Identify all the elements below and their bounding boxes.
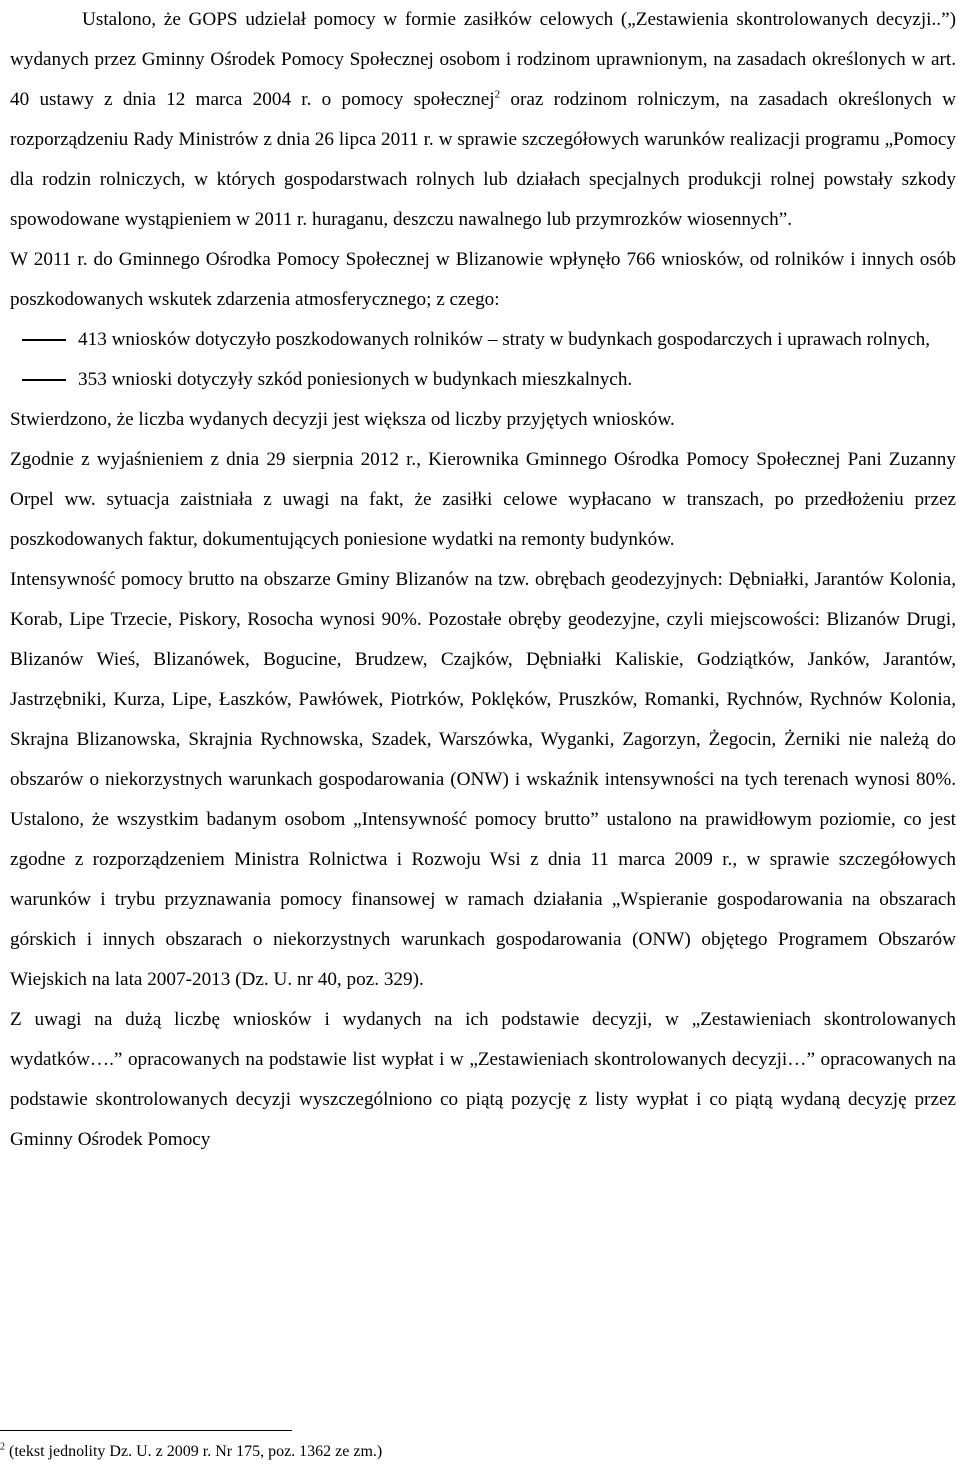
paragraph-intensywnosc: Intensywność pomocy brutto na obszarze Gminy Blizanów na tzw. obrębach geodezyjnych: Dębniałki, Jarantów Kolonia, Korab, Lipe Trzecie, Piskory, Rosocha wynosi 90%. Pozostałe obręby geodezyjne, czyli miejscowości: Blizanów Drugi, Blizanów Wieś, Blizanówek, Bogucine, Brudzew, Czajków, Dębniałki Kaliskie, Godziątków, Janków, Jarantów, Jastrzębniki, Kurza, Lipe, Łaszków, Pawłówek, Piotrków, Poklęków, Pruszków, Romanki, Rychnów, Rychnów Kolonia, Skrajna Blizanowska, Skrajnia Rychnowska, Szadek, Warszówka, Wyganki, Zagorzyn, Żegocin, Żerniki nie należą do obszarów o niekorzystnych warunkach gospodarowania (ONW) i wskaźnik intensywności na tych terenach wynosi 80%. Ustalono, że wszystkim badanym osobom „Intensywność pomocy brutto” ustalono na prawidłowym poziomie, co jest zgodne z rozporządzeniem Ministra Rolnictwa i Rozwoju Wsi z dnia 11 marca 2009 r., w sprawie szczegółowych warunków i trybu przyznawania pomocy finansowej w ramach działania „Wspieranie gospodarowania na obszarach górskich i innych obszarach o niekorzystnych warunkach gospodarowania (ONW) objętego Programem Obszarów Wiejskich na lata 2007-2013 (Dz. U. nr 40, poz. 329). [10,569,956,990]
paragraph-stwierdzono: Stwierdzono, że liczba wydanych decyzji jest większa od liczby przyjętych wniosków. [10,409,675,430]
footnote-marker: 2 [0,1441,5,1453]
footnote-text: (tekst jednolity Dz. U. z 2009 r. Nr 175, poz. 1362 ze zm.) [5,1443,383,1460]
list-item [10,360,956,400]
paragraph-wyjasnienie: Zgodnie z wyjaśnieniem z dnia 29 sierpnia 2012 r., Kierownika Gminnego Ośrodka Pomocy Społecznej Pani Zuzanny Orpel ww. sytuacja zaistniała z uwagi na fakt, że zasiłki celowe wypłacano w transzach, po przedłożeniu przez poszkodowanych faktur, dokumentujących poniesione wydatki na remonty budynków. [10,449,956,550]
footnote-divider [0,1430,292,1431]
footnote [0,1440,382,1464]
wnioski-list [10,320,956,400]
paragraph-wnioski: W 2011 r. do Gminnego Ośrodka Pomocy Społecznej w Blizanowie wpłynęło 766 wniosków, od rolników i innych osób poszkodowanych wskutek zdarzenia atmosferycznego; z czego: [10,249,956,310]
list-item [10,320,956,360]
paragraph-zasilki-tail: oraz rodzinom rolniczym, na zasadach określonych w rozporządzeniu Rady Ministrów z dnia 26 lipca 2011 r. w sprawie szczegółowych warunków realizacji programu „Pomocy dla rodzin rolniczych, w których gospodarstwach rolnych lub działach specjalnych produkcji rolnej powstały szkody spowodowane wystąpieniem w 2011 r. huraganu, deszczu nawalnego lub przymrozków wiosennych”. [10,89,957,230]
list-item-text: 413 wniosków dotyczyło poszkodowanych rolników – straty w budynkach gospodarczych i uprawach rolnych, [78,329,931,350]
dash-bullet-icon [22,379,66,381]
paragraph-zestawienia: Z uwagi na dużą liczbę wniosków i wydanych na ich podstawie decyzji, w „Zestawieniach skontrolowanych wydatków….” opracowanych na podstawie list wypłat i w „Zestawieniach skontrolowanych decyzji…” opracowanych na podstawie skontrolowanych decyzji wyszczególniono co piątą pozycję z listy wypłat i co piątą wydaną decyzję przez Gminny Ośrodek Pomocy [10,1009,956,1150]
footnote-reference: 2 [494,88,501,101]
paragraph-zasilki [10,0,956,240]
paragraph-zasilki-text: Ustalono, że GOPS udzielał pomocy w formie zasiłków celowych („Zestawienia skontrolowanych decyzji..”) wydanych przez Gminny Ośrodek Pomocy Społecznej osobom i rodzinom uprawnionym, na zasadach określonych w art. 40 ustawy z dnia 12 marca 2004 r. o pomocy społecznej [10,9,956,110]
document-page [10,0,956,1160]
dash-bullet-icon [22,339,66,341]
list-item-text: 353 wnioski dotyczyły szkód poniesionych w budynkach mieszkalnych. [78,369,633,390]
